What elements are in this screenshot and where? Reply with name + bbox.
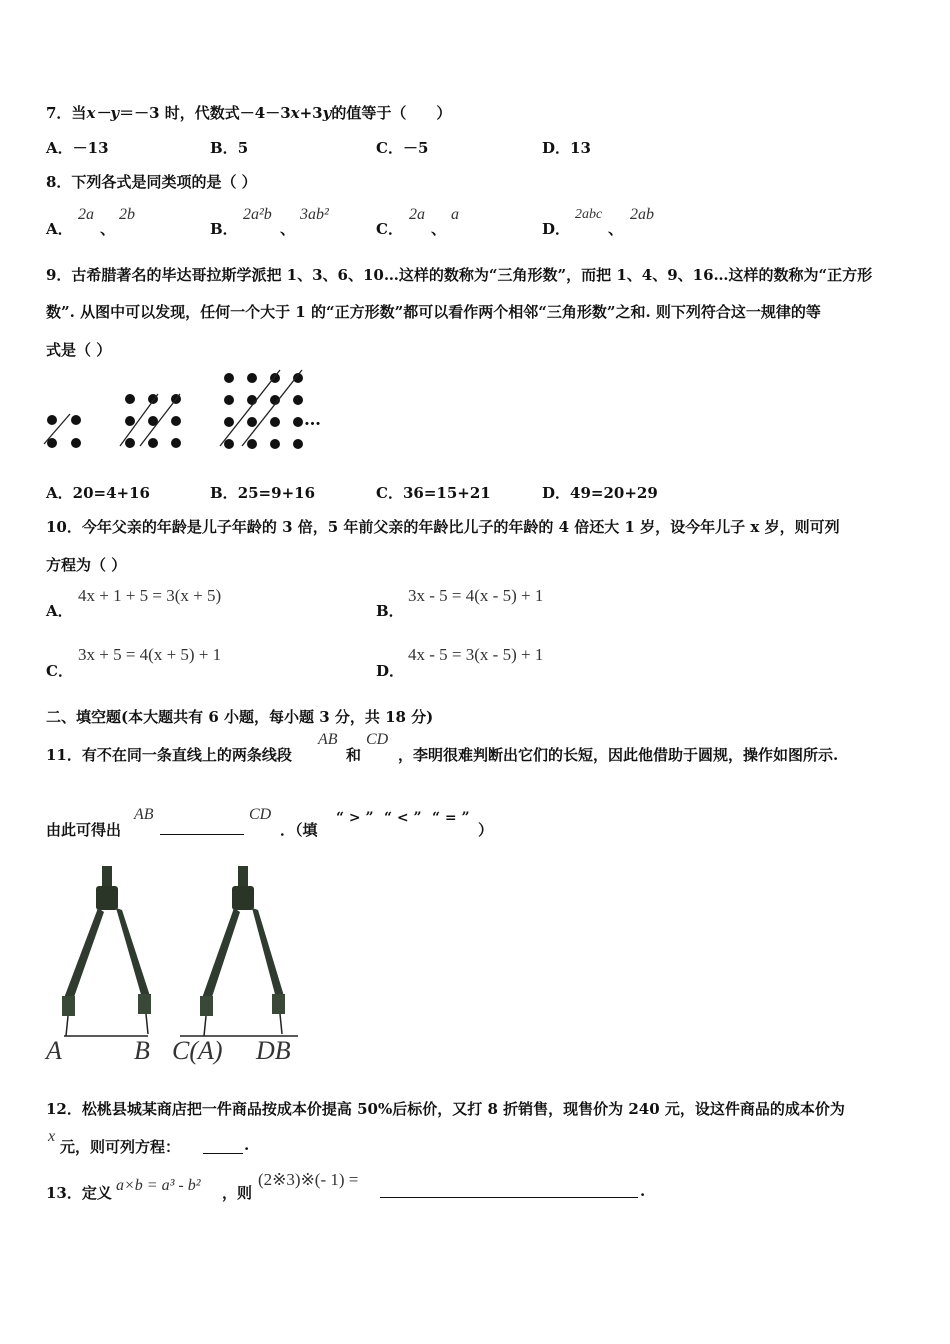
q11-line2-ab: AB bbox=[134, 806, 154, 823]
q11-answer-blank[interactable] bbox=[160, 820, 244, 835]
q11-and: 和 bbox=[346, 746, 362, 764]
q8-option-c-label: C． bbox=[376, 220, 403, 238]
q11-fig-label-a: A bbox=[46, 1036, 62, 1065]
q9-stem-line1: 9．古希腊著名的毕达哥拉斯学派把 1、3、6、10…这样的数称为“三角形数”，而把 1、4、9、16…这样的数称为“正方形 bbox=[46, 266, 873, 284]
q11-line2-pre: 由此可得出 bbox=[46, 821, 122, 839]
q13-answer-blank[interactable] bbox=[380, 1183, 638, 1198]
q7-option-b: B．5 bbox=[210, 139, 249, 157]
q11-fig-label-db: DB bbox=[256, 1036, 291, 1065]
q10-option-b-label: B． bbox=[376, 602, 404, 620]
q12-stem-line1: 12．松桃县城某商店把一件商品按成本价提高 50%后标价，又打 8 折销售，现售价为 240 元，设这件商品的成本价为 bbox=[46, 1100, 845, 1118]
q10-option-a-equation: 4x + 1 + 5 = 3(x + 5) bbox=[78, 586, 222, 605]
q9-ellipsis: … bbox=[304, 410, 321, 430]
q7-stem: 7．当x－y＝－3 时，代数式－4－3x+3y的值等于（ ） bbox=[46, 104, 452, 122]
q11-stem-post: ，李明很难判断出它们的长短，因此他借助于圆规，操作如图所示. bbox=[398, 746, 839, 764]
q9-dot-diagonals bbox=[0, 360, 340, 460]
q11-symbol-gt: “ > ” bbox=[336, 810, 374, 826]
q10-option-d-equation: 4x - 5 = 3(x - 5) + 1 bbox=[408, 645, 544, 664]
q8-option-b-label: B． bbox=[210, 220, 238, 238]
q11-fig-label-b: B bbox=[134, 1036, 150, 1065]
q12-line2-end: . bbox=[244, 1136, 250, 1154]
q13-definition: a×b = a³ - b² bbox=[116, 1177, 201, 1194]
q9-stem-line2: 数”. 从图中可以发现，任何一个大于 1 的“正方形数”都可以看作两个相邻“三角形数”之和. 则下列符合这一规律的等 bbox=[46, 303, 821, 321]
q10-option-a-label: A． bbox=[46, 602, 73, 620]
q8-option-b-term1: 2a²b bbox=[243, 206, 272, 223]
q7-option-d: D．13 bbox=[542, 139, 591, 157]
q11-line2-end: ） bbox=[478, 821, 494, 839]
q10-option-d-label: D． bbox=[376, 662, 405, 680]
q11-ab: AB bbox=[318, 731, 338, 748]
q8-option-d-term1: 2abc bbox=[575, 207, 603, 222]
q8-option-a-term2: 2b bbox=[119, 206, 135, 223]
q8-option-d-sep: 、 bbox=[608, 220, 624, 238]
q8-stem: 8．下列各式是同类项的是（ ） bbox=[46, 173, 257, 191]
q13-stem-pre: 13．定义 bbox=[46, 1184, 112, 1202]
q12-stem-line2: 元，则可列方程： bbox=[60, 1138, 181, 1156]
q11-line2-cd: CD bbox=[249, 806, 272, 823]
q8-option-c-sep: 、 bbox=[431, 220, 447, 238]
q12-answer-blank[interactable] bbox=[203, 1139, 243, 1154]
q8-option-a-sep: 、 bbox=[100, 220, 116, 238]
compass-left bbox=[62, 866, 151, 1036]
q11-cd: CD bbox=[366, 731, 389, 748]
section-2-title: 二、填空题(本大题共有 6 小题，每小题 3 分，共 18 分) bbox=[46, 708, 434, 726]
q8-option-c-term1: 2a bbox=[409, 206, 425, 223]
q12-x: x bbox=[48, 1128, 56, 1145]
q7-option-a: A．－13 bbox=[46, 139, 109, 157]
q13-expression: (2※3)※(- 1) = bbox=[258, 1170, 359, 1189]
q9-stem-line3: 式是（ ） bbox=[46, 341, 112, 359]
q7-option-c: C．－5 bbox=[376, 139, 429, 157]
q13-mid: ，则 bbox=[222, 1184, 253, 1202]
q10-option-c-equation: 3x + 5 = 4(x + 5) + 1 bbox=[78, 645, 222, 664]
q8-option-d-term2: 2ab bbox=[630, 206, 654, 223]
q13-end: . bbox=[640, 1182, 646, 1200]
q8-option-b-term2: 3ab² bbox=[300, 206, 329, 223]
q8-option-a-term1: 2a bbox=[78, 206, 94, 223]
q10-option-b-equation: 3x - 5 = 4(x - 5) + 1 bbox=[408, 586, 544, 605]
q8-option-c-term2: a bbox=[451, 206, 459, 223]
q8-option-b-sep: 、 bbox=[280, 220, 296, 238]
q9-option-d: D．49=20+29 bbox=[542, 484, 658, 502]
q10-stem-line2: 方程为（ ） bbox=[46, 556, 127, 574]
q8-option-a-label: A． bbox=[46, 220, 73, 238]
q9-option-c: C．36=15+21 bbox=[376, 484, 491, 502]
q9-option-a: A．20=4+16 bbox=[46, 484, 150, 502]
compass-right bbox=[180, 866, 298, 1036]
q11-symbol-lt: “ < ” bbox=[384, 810, 422, 826]
q11-line2-mid: ．（填 bbox=[280, 821, 318, 839]
q10-option-c-label: C． bbox=[46, 662, 73, 680]
q11-fig-label-ca: C(A) bbox=[172, 1036, 223, 1065]
q11-stem-pre: 11．有不在同一条直线上的两条线段 bbox=[46, 746, 292, 764]
q8-option-d-label: D． bbox=[542, 220, 571, 238]
q11-compass-figure bbox=[40, 858, 310, 1048]
q10-stem-line1: 10．今年父亲的年龄是儿子年龄的 3 倍，5 年前父亲的年龄比儿子的年龄的 4 倍还大 1 岁，设今年儿子 x 岁，则可列 bbox=[46, 518, 840, 536]
q11-symbol-eq: “ = ” bbox=[432, 810, 470, 826]
q9-option-b: B．25=9+16 bbox=[210, 484, 316, 502]
